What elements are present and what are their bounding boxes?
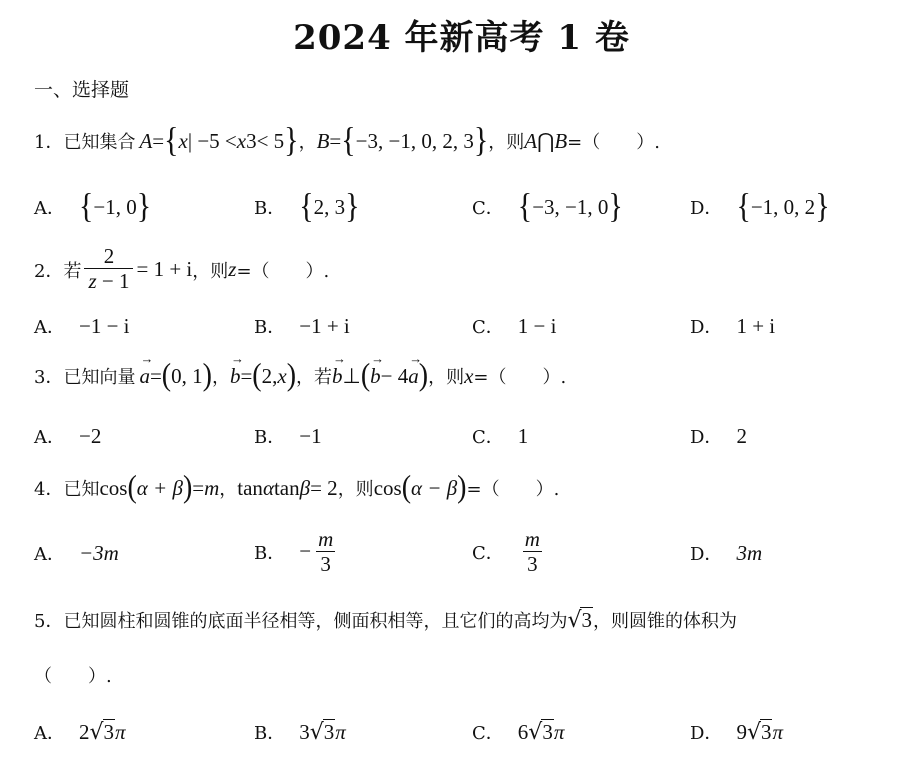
fraction-denominator: 3: [316, 551, 335, 576]
math-set: −3, −1, 0, 2, 3: [355, 128, 474, 153]
math-var: m: [204, 475, 220, 500]
page-title: 2024 年新高考 1 卷: [293, 18, 630, 58]
option-label: D．: [690, 723, 723, 744]
option-label: D．: [690, 427, 723, 448]
question-number: 3．: [34, 367, 64, 388]
math-vector: → b: [230, 364, 241, 389]
option-label: B．: [254, 542, 286, 564]
fraction-denominator: 3: [523, 551, 542, 576]
option-coef: 2: [79, 719, 90, 744]
math-op: =: [329, 128, 342, 153]
option-b: [254, 527, 340, 576]
option-coef: 9: [736, 719, 747, 744]
option-label: A．: [34, 317, 65, 338]
option-label: C．: [472, 542, 504, 564]
option-value: 2, 3: [313, 194, 346, 219]
option-label: D．: [690, 317, 723, 338]
section-heading: 一、选择题: [34, 79, 130, 101]
option-label: B．: [254, 317, 286, 338]
option-a: [34, 313, 130, 339]
fraction-numerator: m: [524, 527, 540, 551]
question-2: [34, 244, 329, 295]
question-3: 3． 已知向量 → a = ( 0, 1 ) ， → b = ( 2, x ) ，若 → b ⊥ ( → b − 4 → a ) ，则 x =（ ）.: [34, 360, 566, 392]
math-var: B: [554, 128, 568, 153]
option-value: −3m: [79, 540, 119, 565]
option-d: D． { −1, 0, 2 }: [690, 187, 830, 226]
option-label: D．: [690, 198, 723, 219]
question-4: 4． 已知 cos ( α + β ) = m ， tan α tan β = 2 ，则 cos ( α − β ) =（ ）.: [34, 469, 560, 506]
question-text: ，则: [192, 260, 229, 282]
math-op: =: [240, 363, 253, 388]
question-1: [34, 121, 660, 160]
option-value: 1: [517, 423, 529, 448]
math-var: x: [178, 128, 188, 153]
math-var: β: [299, 475, 311, 500]
option-label: B．: [254, 427, 286, 448]
option-label: A．: [34, 198, 65, 219]
math-var: z: [88, 269, 97, 293]
math-func: tan: [237, 475, 263, 500]
option-value: 1 − i: [517, 313, 557, 338]
option-b: B． { 2, 3 }: [254, 187, 360, 226]
math-op: ⋂: [537, 128, 555, 153]
question-text: 已知集合: [63, 132, 136, 153]
math-func: cos: [373, 475, 402, 500]
option-b: [254, 313, 350, 339]
math-text: α − β: [411, 475, 458, 500]
math-op: =: [152, 128, 165, 153]
option-c: [472, 313, 556, 339]
option-d: [690, 540, 762, 566]
option-b: B． 3 √ 3 π: [254, 719, 346, 745]
question-text: ，则: [337, 479, 374, 500]
math-var: B: [316, 128, 330, 153]
question-number: 4．: [34, 479, 64, 500]
math-brace: {: [341, 121, 356, 160]
question-text: 若: [63, 260, 82, 282]
sqrt-radicand: 3: [760, 720, 772, 744]
fraction-numerator: 2: [103, 244, 115, 268]
option-a: A． { −1, 0 }: [34, 187, 152, 226]
math-brace: }: [473, 121, 489, 160]
option-b: [254, 423, 322, 449]
math-text: = 2: [310, 475, 338, 500]
question-5: [34, 607, 737, 633]
sqrt-radicand: 3: [581, 608, 592, 632]
option-a: A． 2 √ 3 π: [34, 719, 126, 745]
fraction: [521, 527, 544, 576]
fraction: [84, 244, 133, 295]
math-var: π: [553, 719, 565, 744]
math-func: cos: [99, 475, 128, 500]
question-text: ，则: [488, 132, 525, 153]
option-value: −1, 0: [93, 194, 137, 219]
sqrt-radicand: 3: [323, 720, 335, 744]
option-d: [690, 423, 747, 449]
option-c: [472, 423, 528, 449]
question-number: 5．: [34, 611, 64, 632]
math-var: π: [772, 719, 783, 744]
option-value: −1 − i: [79, 313, 130, 338]
math-brace: }: [284, 121, 299, 160]
punct: ，: [298, 132, 317, 153]
option-d: [690, 313, 775, 339]
option-c: C． 6 √ 3 π: [472, 719, 565, 745]
math-var: π: [335, 719, 346, 744]
math-var: A: [524, 128, 538, 153]
option-label: C．: [472, 198, 504, 219]
math-func: tan: [273, 475, 300, 500]
math-var: α: [262, 475, 274, 500]
punct: ，: [219, 479, 238, 500]
math-text: − 4: [380, 363, 409, 388]
math-vector: → a: [139, 364, 150, 389]
question-number: 1．: [34, 132, 64, 153]
punct: ，: [211, 367, 230, 388]
option-value: 2: [736, 423, 747, 448]
math-vector: → b: [370, 364, 381, 389]
option-c: [472, 527, 547, 576]
math-var: x: [464, 363, 474, 388]
math-op: =: [149, 363, 162, 388]
fraction-numerator: m: [318, 527, 334, 551]
question-blank: =（ ）.: [473, 367, 567, 388]
option-a: [34, 423, 101, 449]
option-d: D． 9 √ 3 π: [690, 719, 783, 745]
fraction: [314, 527, 337, 576]
math-var: x: [236, 128, 247, 153]
option-label: C．: [472, 723, 504, 744]
math-text: − 1: [96, 269, 130, 293]
math-text: | −5 <: [187, 128, 237, 153]
question-blank: =（ ）.: [236, 260, 330, 282]
math-vector: → a: [408, 364, 419, 389]
math-op: −: [299, 539, 312, 563]
option-c: C． { −3, −1, 0 }: [472, 187, 623, 226]
math-text: = 1 + i: [136, 257, 193, 281]
option-value: 3m: [736, 540, 763, 565]
question-text: 已知: [63, 479, 100, 500]
sqrt-radicand: 3: [103, 720, 115, 744]
question-blank: =（ ）.: [567, 132, 660, 153]
math-text: 0, 1: [171, 363, 203, 388]
option-a: [34, 540, 119, 566]
option-label: D．: [690, 544, 723, 565]
math-sup: 3: [246, 128, 257, 153]
math-op: ⊥: [342, 363, 361, 388]
question-text: ，则圆锥的体积为: [592, 611, 737, 632]
option-label: C．: [472, 427, 504, 448]
math-vector: → b: [332, 364, 343, 389]
option-value: −1 + i: [299, 313, 350, 338]
question-blank: =（ ）.: [466, 479, 560, 500]
question-text: ，则: [428, 367, 465, 388]
math-text: 2,: [261, 363, 278, 388]
option-value: 1 + i: [736, 313, 776, 338]
question-text: ，若: [296, 367, 333, 388]
option-label: B．: [254, 198, 286, 219]
math-text: α + β: [136, 475, 183, 500]
sqrt: √ 3: [567, 608, 592, 633]
question-5-continuation: [34, 662, 112, 688]
option-value: −1: [299, 423, 322, 448]
option-value: −3, −1, 0: [532, 194, 609, 219]
math-var: A: [139, 128, 153, 153]
sqrt-radicand: 3: [542, 720, 553, 744]
math-var: x: [277, 363, 287, 388]
option-value: −1, 0, 2: [750, 194, 816, 219]
option-label: A．: [34, 544, 65, 565]
option-coef: 3: [299, 719, 310, 744]
option-value: −2: [79, 423, 102, 448]
option-label: C．: [472, 317, 504, 338]
option-label: A．: [34, 427, 65, 448]
option-label: A．: [34, 723, 65, 744]
math-op: =: [192, 475, 205, 500]
math-var: π: [115, 719, 126, 744]
math-var: z: [228, 257, 237, 281]
math-brace: {: [164, 121, 179, 160]
math-text: < 5: [256, 128, 285, 153]
question-text: 已知向量: [63, 367, 136, 388]
question-text: 已知圆柱和圆锥的底面半径相等，侧面积相等，且它们的高均为: [63, 611, 568, 632]
option-label: B．: [254, 723, 286, 744]
option-coef: 6: [517, 719, 529, 744]
question-number: 2．: [34, 260, 64, 282]
question-blank: （ ）.: [34, 666, 112, 687]
